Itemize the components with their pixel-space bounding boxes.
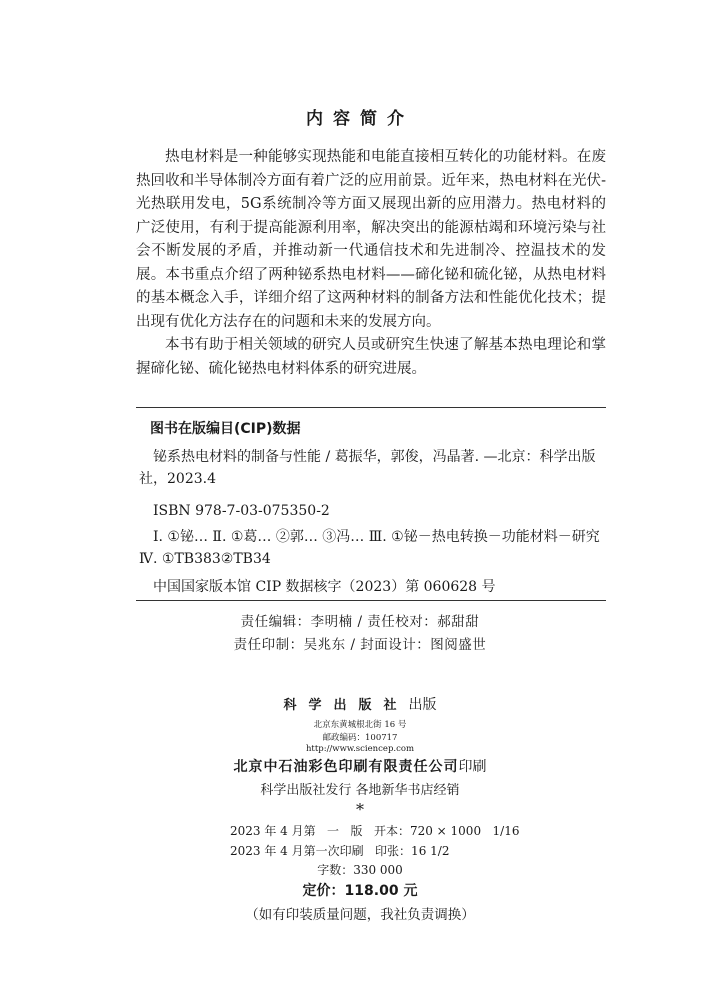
production-credits: 责任印制：吴兆东 / 封面设计：图阅盛世 <box>233 637 487 653</box>
printer-suffix: 印刷 <box>458 759 487 775</box>
cip-top-rule <box>136 407 606 408</box>
publisher-postcode: 邮政编码：100717 <box>322 733 398 743</box>
content-summary <box>136 146 606 381</box>
quality-notice: （如有印装质量问题，我社负责调换） <box>245 907 475 923</box>
classification-text: Ⅰ. ①铋… Ⅱ. ①葛… ②郭… ③冯… Ⅲ. ①铋－热电转换－功能材料－研究 Ⅳ. ①TB383②TB34 <box>139 529 600 567</box>
publisher-url: http://www.sciencep.com <box>305 744 415 754</box>
editor-credits: 责任编辑：李明楠 / 责任校对：郝甜甜 <box>240 614 480 630</box>
page-title: 内容简介 <box>306 109 414 129</box>
cip-bottom-rule <box>136 600 606 601</box>
cip-classification <box>139 526 605 570</box>
summary-paragraph-2: 本书有助于相关领域的研究人员或研究生快速了解基本热电理论和掌握碲化铋、硫化铋热电材料体系的研究进展。 <box>136 337 606 377</box>
publisher-address: 北京东黄城根北街 16 号 <box>313 720 407 730</box>
summary-paragraph-1: 热电材料是一种能够实现热能和电能直接相互转化的功能材料。在废热回收和半导体制冷方面有着广泛的应用前景。近年来，热电材料在光伏-光热联用发电，5G系统制冷等方面又展现出新的应用潜力。热电材料的广泛使用，有利于提高能源利用率，解决突出的能源枯竭和环境污染与社会不断发展的矛盾，并推动新一代通信技术和先进制冷、控温技术的发展。本书重点介绍了两种铋系热电材料——碲化铋和硫化铋，从热电材料的基本概念入手，详细介绍了这两种材料的制备方法和性能优化技术；提出现有优化方法存在的问题和未来的发展方向。 <box>136 149 606 330</box>
distribution-line: 科学出版社发行 各地新华书店经销 <box>260 783 460 798</box>
publisher-suffix: 出版 <box>408 697 437 713</box>
isbn-text: ISBN 978-7-03-075350-2 <box>153 503 330 519</box>
printer-line <box>0 756 720 776</box>
price: 定价：118.00 元 <box>302 883 418 899</box>
cip-record-text: 铋系热电材料的制备与性能 / 葛振华，郭俊，冯晶著. —北京：科学出版社，2023.4 <box>139 449 596 487</box>
publisher-name: 科学出版社 <box>283 698 409 713</box>
separator-star: * <box>356 800 364 819</box>
publisher-line <box>0 694 720 714</box>
cip-record <box>139 446 605 490</box>
cip-heading: 图书在版编目(CIP)数据 <box>150 421 301 437</box>
printer-name: 北京中石油彩色印刷有限责任公司 <box>233 759 459 775</box>
printing-line: 2023 年 4 月第一次印刷 印张：16 1/2 <box>230 844 450 858</box>
cip-number-text: 中国国家版本馆 CIP 数据核字（2023）第 060628 号 <box>153 579 496 595</box>
cip-isbn <box>139 500 605 522</box>
cip-number <box>139 576 605 598</box>
word-count: 字数：330 000 <box>317 863 403 877</box>
edition-line: 2023 年 4 月第 一 版 开本：720 × 1000 1/16 <box>230 824 520 838</box>
